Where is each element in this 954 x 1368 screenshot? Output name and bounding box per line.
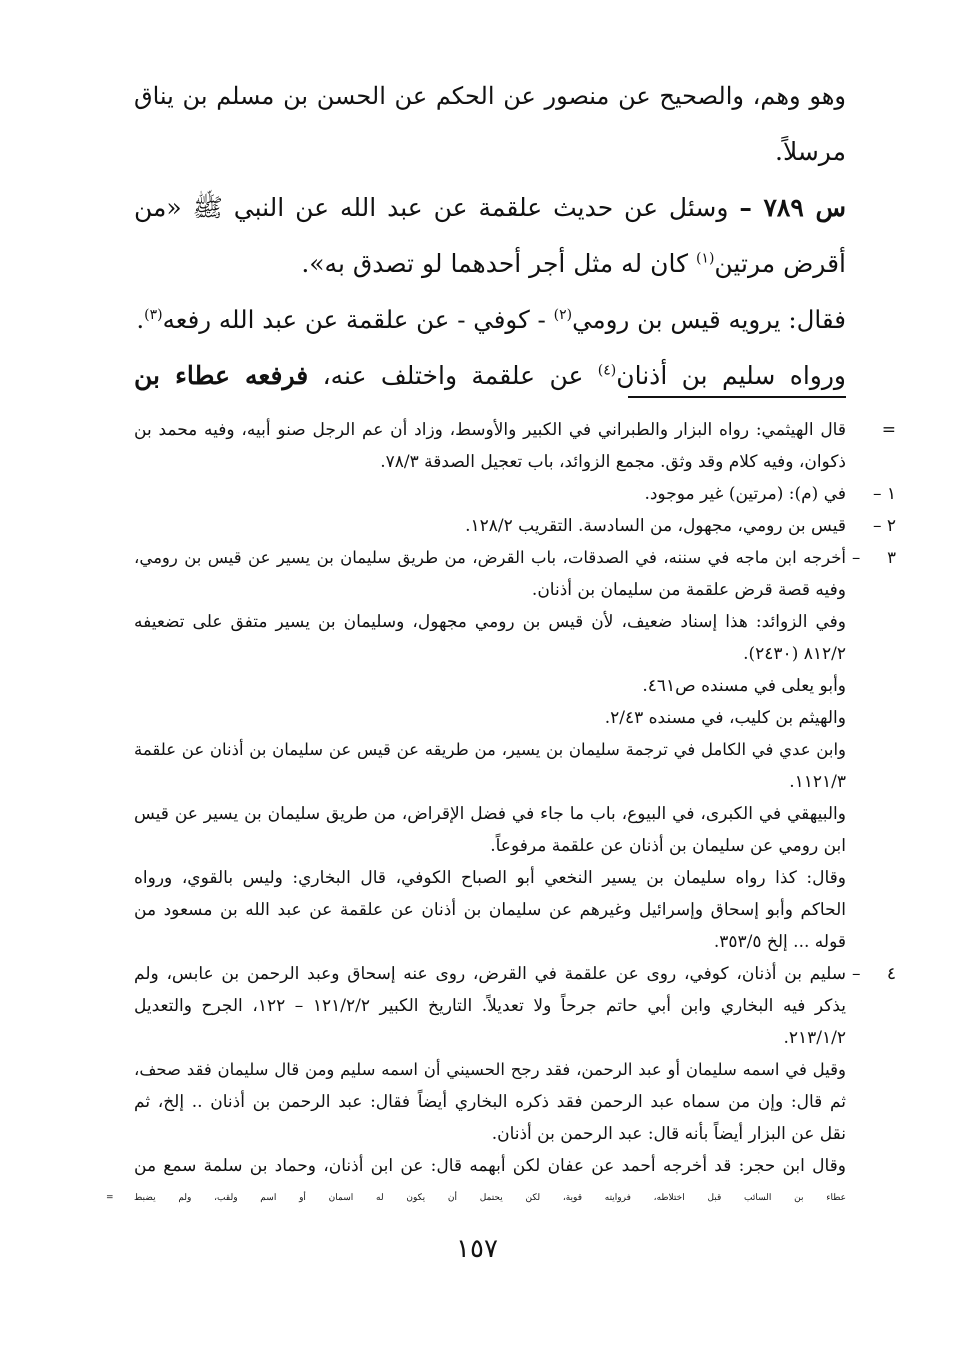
line5-part1: فقال: يرويه قيس بن رومي bbox=[572, 305, 846, 334]
line6-part1: ورواه سليم بن أذنان bbox=[616, 361, 847, 390]
main-line-4 bbox=[134, 236, 846, 292]
footnote-line: وأبو يعلى في مسنده ص٤٦١. bbox=[642, 676, 846, 696]
footnote-line: ذكوان، وفيه كلام وقد وثق. مجمع الزوائد، باب تعجيل الصدقة ٧٨/٣. bbox=[380, 452, 846, 472]
footnote-marker-2: ٢ – bbox=[872, 516, 896, 536]
footnote-line: ٨١٢/٢ (٢٤٣٠). bbox=[743, 644, 846, 664]
question-number: س ٧٨٩ – bbox=[739, 193, 846, 222]
footnote-line: والهيثم بن كليب، في مسنده ٢/٤٣. bbox=[604, 708, 846, 728]
footnote-line: وابن عدي في الكامل في ترجمة سليمان بن يسير، من طريقه عن قيس عن سليمان بن أذنان عن علقمة bbox=[134, 740, 846, 759]
continuation-marker-bottom: = bbox=[106, 1193, 114, 1203]
note-ref-1: (١) bbox=[695, 250, 715, 267]
footnote-marker-3: ٣ – bbox=[852, 548, 896, 567]
main-line-2: مرسلاً. bbox=[775, 137, 846, 166]
continuation-marker-top: = bbox=[881, 420, 896, 440]
line5-part2: - كوفي - عن علقمة عن عبد الله رفعه bbox=[162, 305, 546, 334]
footnote-line: يذكر فيه البخاري وابن أبي حاتم جرحاً ولا تعديلاً. التاريخ الكبير ١٢١/٢/٢ – ١٢٢، الجرح والتعديل bbox=[134, 996, 847, 1016]
footnote-line: وفي الزوائد: هذا إسناد ضعيف، لأن قيس بن رومي مجهول، وسليمان بن يسير متفق على تضعيفه bbox=[134, 612, 846, 632]
footnote-line: ثم قال: وإن من سماه عبد الرحمن فقد ذكره البخاري أيضاً فقال: عبد الرحمن بن أذنان .. إلخ، ثم bbox=[134, 1092, 846, 1112]
footnote-line: وفيه قصة قرض علقمة من سليمان بن أذنان. bbox=[531, 580, 846, 600]
line6-part3: فرفعه عطاء بن bbox=[134, 361, 309, 390]
footnote-marker-4: ٤ – bbox=[852, 964, 896, 984]
footnote-2: ٢ – قيس بن رومي، مجهول، من السادسة. التقريب ١٢٨/٢. bbox=[134, 510, 846, 542]
line4-start: أقرض مرتين bbox=[714, 249, 846, 278]
question-text: وسئل عن حديث علقمة عن عبد الله عن النبي ﷺ «من bbox=[134, 193, 729, 222]
footnote-line: نقل عن البزار أيضاً بأنه قال: عبد الرحمن بن أذنان. bbox=[491, 1124, 846, 1144]
note-ref-2: (٢) bbox=[553, 306, 573, 323]
note-ref-4: (٤) bbox=[597, 362, 617, 379]
main-line-5: فقال: يرويه قيس بن رومي$^{(٢)}$ - كوفي - عن علقمة عن عبد الله رفعه$^{(٣)}$. bbox=[136, 305, 846, 334]
footnote-separator bbox=[628, 396, 846, 398]
footnote-line: وقيل في اسمه سليمان أو عبد الرحمن، فقد رجح الحسيني أن اسمه سليم ومن قال سليمان فقد صحف، bbox=[134, 1060, 846, 1079]
footnote-line: الحاكم وأبو إسحاق وإسرائيل وغيرهم عن سليمان بن أذنان عن علقمة عن عبد الله بن مسعود من bbox=[134, 900, 846, 920]
footnotes bbox=[106, 414, 896, 1214]
footnote-line: ٢١٣/١/٢. bbox=[783, 1028, 846, 1048]
line6-part2: عن علقمة واختلف عنه، bbox=[322, 361, 584, 390]
main-text bbox=[134, 68, 846, 404]
footnote-line: وقال ابن حجر: قد أخرجه أحمد عن عفان لكن أبهمه قال: عن ابن أذنان، وحماد بن سلمة سمع من bbox=[134, 1156, 846, 1176]
footnote-1: ١ – في (م): (مرتين) غير موجود. bbox=[134, 478, 846, 510]
footnote-line: وقال: كذا رواه سليمان بن يسير النخعي أبو الصباح الكوفي، قال البخاري: وليس بالقوي، ورواه bbox=[134, 868, 846, 888]
main-line-1: وهو وهم، والصحيح عن منصور عن الحكم عن الحسن بن مسلم بن يناق bbox=[134, 82, 846, 110]
question-line bbox=[134, 180, 846, 236]
footnote-continued: = قال الهيثمي: رواه البزار والطبراني في الكبير والأوسط، وزاد أن عم الرجل صنو أبيه، وفيه محمد بن bbox=[134, 414, 846, 446]
footnote-4: ٤ – سليم بن أذنان، كوفي، روى عن علقمة في القرض، روى عنه إسحاق وعبد الرحمن بن عابس، ولم bbox=[134, 958, 846, 990]
footnote-last-line: عطاء بن السائب قبل اختلاطه، فروايته قوية، لكن يحتمل أن يكون له اسمان أو اسم ولقب، ولم يضبط = bbox=[134, 1182, 846, 1214]
footnote-line: ابن رومي عن سليمان بن أذنان عن علقمة مرفوعاً. bbox=[490, 836, 846, 856]
footnote-line: والبيهقي في الكبرى، في البيوع، باب ما جاء في فضل الإقراض، من طريق سليمان بن يسير عن قيس bbox=[134, 804, 846, 824]
footnote-marker-1: ١ – bbox=[872, 484, 896, 504]
page-number: ١٥٧ bbox=[456, 1234, 498, 1264]
line4-rest: كان له مثل أجر أحدهما لو تصدق به». bbox=[301, 249, 688, 278]
note-ref-3: (٣) bbox=[144, 306, 163, 323]
footnote-3: ٣ – أخرجه ابن ماجه في سننه، في الصدقات، باب القرض، من طريق سليمان بن يسير عن قيس بن رومي، bbox=[134, 542, 846, 574]
footnote-line: قوله ... إلخ ٣٥٣/٥. bbox=[713, 932, 846, 952]
footnote-line: ١١٢١/٣. bbox=[789, 772, 846, 792]
